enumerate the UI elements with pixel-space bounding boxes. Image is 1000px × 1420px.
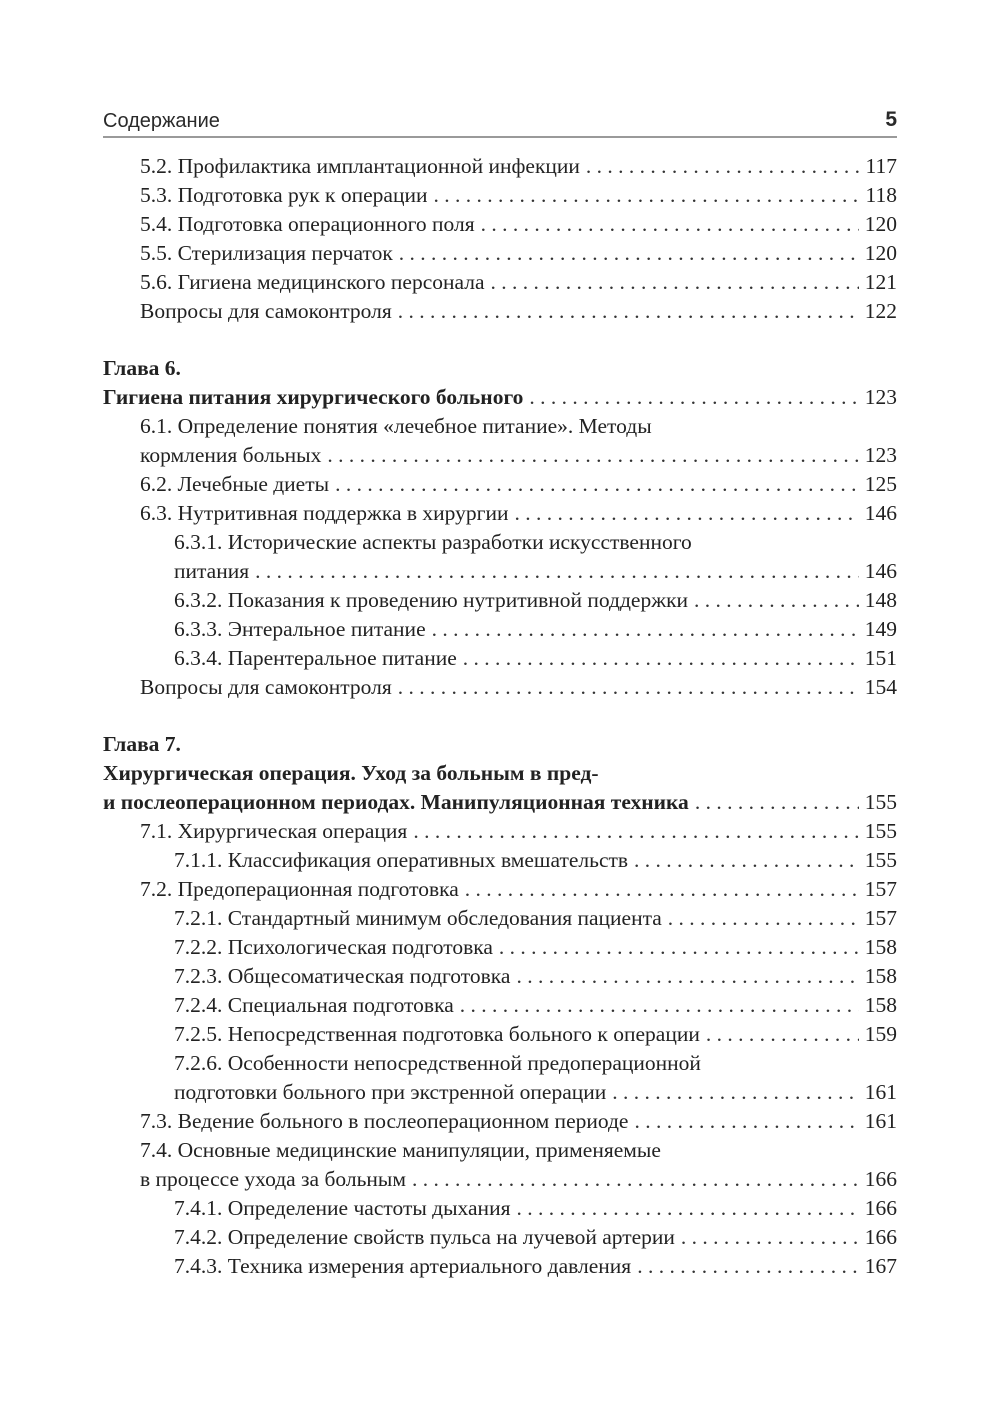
toc-entry-7-4-2[interactable]: 7.4.2. Определение свойств пульса на лучевой артерии . . . 166: [103, 1223, 897, 1252]
leader-dots: [460, 991, 859, 1020]
toc-entry-5-questions[interactable]: Вопросы для самоконтроля . . . 122: [103, 297, 897, 326]
spacer: [103, 702, 897, 730]
toc-entry-7-2-3[interactable]: 7.2.3. Общесоматическая подготовка . . . 158: [103, 962, 897, 991]
leader-dots: [668, 904, 859, 933]
leader-dots: [499, 933, 859, 962]
leader-dots: [335, 470, 859, 499]
toc-entry-6-1-line1[interactable]: 6.1. Определение понятия «лечебное питание». Методы: [103, 412, 897, 441]
toc-entry-6-3-4[interactable]: 6.3.4. Парентеральное питание . . . 151: [103, 644, 897, 673]
leader-dots: [514, 499, 858, 528]
toc-entry-6-questions[interactable]: Вопросы для самоконтроля . . . 154: [103, 673, 897, 702]
leader-dots: [516, 962, 858, 991]
toc-entry-7-2-5[interactable]: 7.2.5. Непосредственная подготовка больного к операции . . . 159: [103, 1020, 897, 1049]
leader-dots: [706, 1020, 859, 1049]
toc-entry-chapter-7-line1[interactable]: Хирургическая операция. Уход за больным в пред-: [103, 759, 897, 788]
toc-entry-5-3[interactable]: 5.3. Подготовка рук к операции . . . 118: [103, 181, 897, 210]
leader-dots: [413, 817, 858, 846]
leader-dots: [491, 268, 859, 297]
toc-entry-7-1-1[interactable]: 7.1.1. Классификация оперативных вмешательств . . . 155: [103, 846, 897, 875]
toc-entry-7-2-2[interactable]: 7.2.2. Психологическая подготовка . . . 158: [103, 933, 897, 962]
toc-entry-5-2[interactable]: 5.2. Профилактика имплантационной инфекции . . . 117: [103, 152, 897, 181]
leader-dots: [634, 1107, 858, 1136]
toc-entry-7-2-1[interactable]: 7.2.1. Стандартный минимум обследования пациента . . . 157: [103, 904, 897, 933]
leader-dots: [398, 297, 859, 326]
leader-dots: [695, 788, 859, 817]
toc-entry-7-2-6-line1[interactable]: 7.2.6. Особенности непосредственной предоперационной: [103, 1049, 897, 1078]
toc-entry-6-3-1-line1[interactable]: 6.3.1. Исторические аспекты разработки искусственного: [103, 528, 897, 557]
leader-dots: [463, 644, 859, 673]
leader-dots: [612, 1078, 858, 1107]
leader-dots: [398, 673, 859, 702]
chapter-7-label: Глава 7.: [103, 730, 897, 759]
leader-dots: [327, 441, 858, 470]
leader-dots: [432, 615, 859, 644]
toc-entry-6-3-1-line2[interactable]: питания . . . 146: [103, 557, 897, 586]
leader-dots: [694, 586, 859, 615]
toc-entry-7-2-6-line2[interactable]: подготовки больного при экстренной операции . . . 161: [103, 1078, 897, 1107]
leader-dots: [434, 181, 860, 210]
leader-dots: [481, 210, 859, 239]
leader-dots: [412, 1165, 859, 1194]
leader-dots: [634, 846, 859, 875]
chapter-6-label: Глава 6.: [103, 354, 897, 383]
toc-entry-7-2[interactable]: 7.2. Предоперационная подготовка . . . 157: [103, 875, 897, 904]
toc-entry-7-1[interactable]: 7.1. Хирургическая операция . . . 155: [103, 817, 897, 846]
toc-entry-5-5[interactable]: 5.5. Стерилизация перчаток . . . 120: [103, 239, 897, 268]
toc-entry-7-2-4[interactable]: 7.2.4. Специальная подготовка . . . 158: [103, 991, 897, 1020]
toc-entry-6-3[interactable]: 6.3. Нутритивная поддержка в хирургии . . . 146: [103, 499, 897, 528]
toc-entry-6-1-line2[interactable]: кормления больных . . . 123: [103, 441, 897, 470]
toc-entry-5-4[interactable]: 5.4. Подготовка операционного поля . . . 120: [103, 210, 897, 239]
toc-entry-7-3[interactable]: 7.3. Ведение больного в послеоперационном периоде . . . 161: [103, 1107, 897, 1136]
toc-entry-6-3-3[interactable]: 6.3.3. Энтеральное питание . . . 149: [103, 615, 897, 644]
toc-entry-7-4-line1[interactable]: 7.4. Основные медицинские манипуляции, применяемые: [103, 1136, 897, 1165]
leader-dots: [255, 557, 859, 586]
toc-entry-6-3-2[interactable]: 6.3.2. Показания к проведению нутритивной поддержки . . . 148: [103, 586, 897, 615]
leader-dots: [586, 152, 860, 181]
toc-entry-chapter-7-line2[interactable]: и послеоперационном периодах. Манипуляционная техника . . . 155: [103, 788, 897, 817]
leader-dots: [465, 875, 859, 904]
leader-dots: [399, 239, 859, 268]
toc-entry-7-4-line2[interactable]: в процессе ухода за больным . . . 166: [103, 1165, 897, 1194]
toc-entry-7-4-3[interactable]: 7.4.3. Техника измерения артериального давления . . . 167: [103, 1252, 897, 1281]
running-header-title: Содержание: [103, 110, 220, 132]
leader-dots: [529, 383, 858, 412]
toc-entry-6-2[interactable]: 6.2. Лечебные диеты . . . 125: [103, 470, 897, 499]
spacer: [103, 326, 897, 354]
leader-dots: [516, 1194, 858, 1223]
page-number: 5: [885, 108, 897, 131]
leader-dots: [637, 1252, 859, 1281]
leader-dots: [681, 1223, 859, 1252]
toc-entry-5-6[interactable]: 5.6. Гигиена медицинского персонала . . . 121: [103, 268, 897, 297]
table-of-contents: [103, 152, 897, 1281]
toc-entry-7-4-1[interactable]: 7.4.1. Определение частоты дыхания . . . 166: [103, 1194, 897, 1223]
toc-entry-chapter-6[interactable]: Гигиена питания хирургического больного . . . 123: [103, 383, 897, 412]
running-header: [103, 108, 897, 138]
